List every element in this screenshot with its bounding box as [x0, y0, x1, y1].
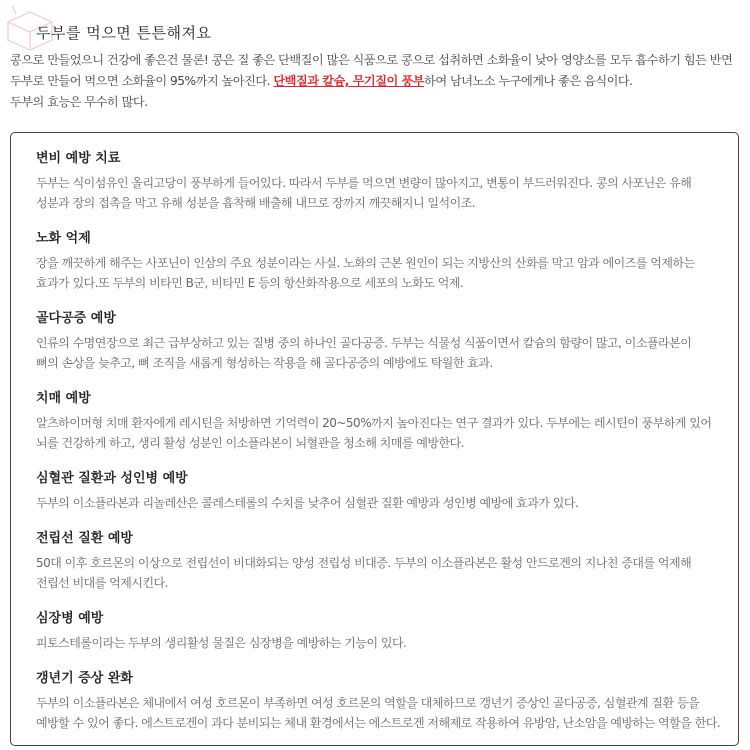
section-heading: 치매 예방: [36, 391, 91, 406]
section-text: 성분과 장의 접촉을 막고 유해 성분을 흡착해 배출해 내므로 장까지 깨끗해지니 일석이조.: [36, 196, 476, 210]
section-text: 예방할 수 있어 좋다. 에스트로겐이 과다 분비되는 체내 환경에서는 에스트로겐 저해제로 작용하여 유방암, 난소암을 예방하는 역할을 한다.: [36, 716, 721, 730]
section-text: 뇌를 건강하게 하고, 생리 활성 성분인 이소플라본이 뇌혈관을 청소해 치매를 예방한다.: [36, 436, 464, 450]
section-prostate: [36, 531, 736, 593]
section-heading: 전립선 질환 예방: [36, 531, 133, 546]
intro-highlight: 단백질과 칼슘, 무기질이 풍부: [273, 74, 425, 88]
intro-line-2-after: 하여 남녀노소 누구에게나 좋은 음식이다.: [424, 74, 633, 88]
section-heading: 갱년기 증상 완화: [36, 671, 133, 686]
section-heading: 심장병 예방: [36, 611, 104, 626]
section-text: 효과가 있다.또 두부의 비타민 B군, 비타민 E 등의 항산화작용으로 세포의 노화도 억제.: [36, 276, 464, 290]
page-title: 두부를 먹으면 튼튼해져요: [36, 24, 212, 42]
section-text: 장을 깨끗하게 해주는 사포닌이 인삼의 주요 성분이라는 사실. 노화의 근본 원인이 되는 지방산의 산화를 막고 암과 에이즈를 억제하는: [36, 256, 695, 270]
section-text: 두부의 이소플라본과 리놀레산은 콜레스테롤의 수치를 낮추어 심혈관 질환 예방과 성인병 예방에 효과가 있다.: [36, 496, 579, 510]
section-text: 알츠하이머형 치매 환자에게 레시틴을 처방하면 기억력이 20~50%까지 높아진다는 연구 결과가 있다. 두부에는 레시틴이 풍부하게 있어: [36, 416, 712, 430]
section-text: 피토스테롤이라는 두부의 생리활성 물질은 심장병을 예방하는 기능이 있다.: [36, 636, 407, 650]
section-menopause: [36, 671, 736, 733]
section-cardiovascular: [36, 471, 736, 513]
section-text: 전립선 비대를 억제시킨다.: [36, 576, 168, 590]
section-text: 뼈의 손상을 늦추고, 뼈 조직을 새롭게 형성하는 작용을 해 골다공증의 예방에도 탁월한 효과.: [36, 356, 493, 370]
intro-line-3: 두부의 효능은 무수히 많다.: [10, 95, 148, 109]
section-text: 인류의 수명연장으로 최근 급부상하고 있는 질병 중의 하나인 골다공증. 두부는 식물성 식품이면서 칼슘의 함량이 많고, 이소플라본이: [36, 336, 692, 350]
section-heading: 심혈관 질환과 성인병 예방: [36, 471, 188, 486]
section-heading: 변비 예방 치료: [36, 151, 121, 166]
benefits-box: [10, 132, 739, 746]
section-dementia: [36, 391, 736, 453]
section-osteoporosis: [36, 311, 736, 373]
section-text: 50대 이후 호르몬의 이상으로 전립선이 비대화되는 양성 전립성 비대증. 두부의 이소플라본은 활성 안드로겐의 지나친 증대를 억제해: [36, 556, 692, 570]
section-text: 두부의 이소플라본은 체내에서 여성 호르몬이 부족하면 여성 호르몬의 역할을 대체하므로 갱년기 증상인 골다공증, 심혈관계 질환 등을: [36, 696, 700, 710]
intro-line-2: [10, 71, 746, 92]
section-aging: [36, 231, 736, 293]
intro-paragraph: [10, 50, 746, 113]
section-heading: 골다공증 예방: [36, 311, 116, 326]
section-constipation: [36, 151, 736, 213]
section-heading: 노화 억제: [36, 231, 91, 246]
intro-line-2-before: 두부로 만들어 먹으면 소화율이 95%까지 높아진다.: [10, 74, 274, 88]
section-text: 두부는 식이섬유인 올리고당이 풍부하게 들어있다. 따라서 두부를 먹으면 변량이 많아지고, 변통이 부드러워진다. 콩의 사포닌은 유해: [36, 176, 692, 190]
intro-line-1: 콩으로 만들었으니 건강에 좋은건 물론! 콩은 질 좋은 단백질이 많은 식품으로 콩으로 섭취하면 소화율이 낮아 영양소를 모두 흡수하기 힘든 반면: [10, 53, 733, 67]
section-heart-disease: [36, 611, 736, 653]
